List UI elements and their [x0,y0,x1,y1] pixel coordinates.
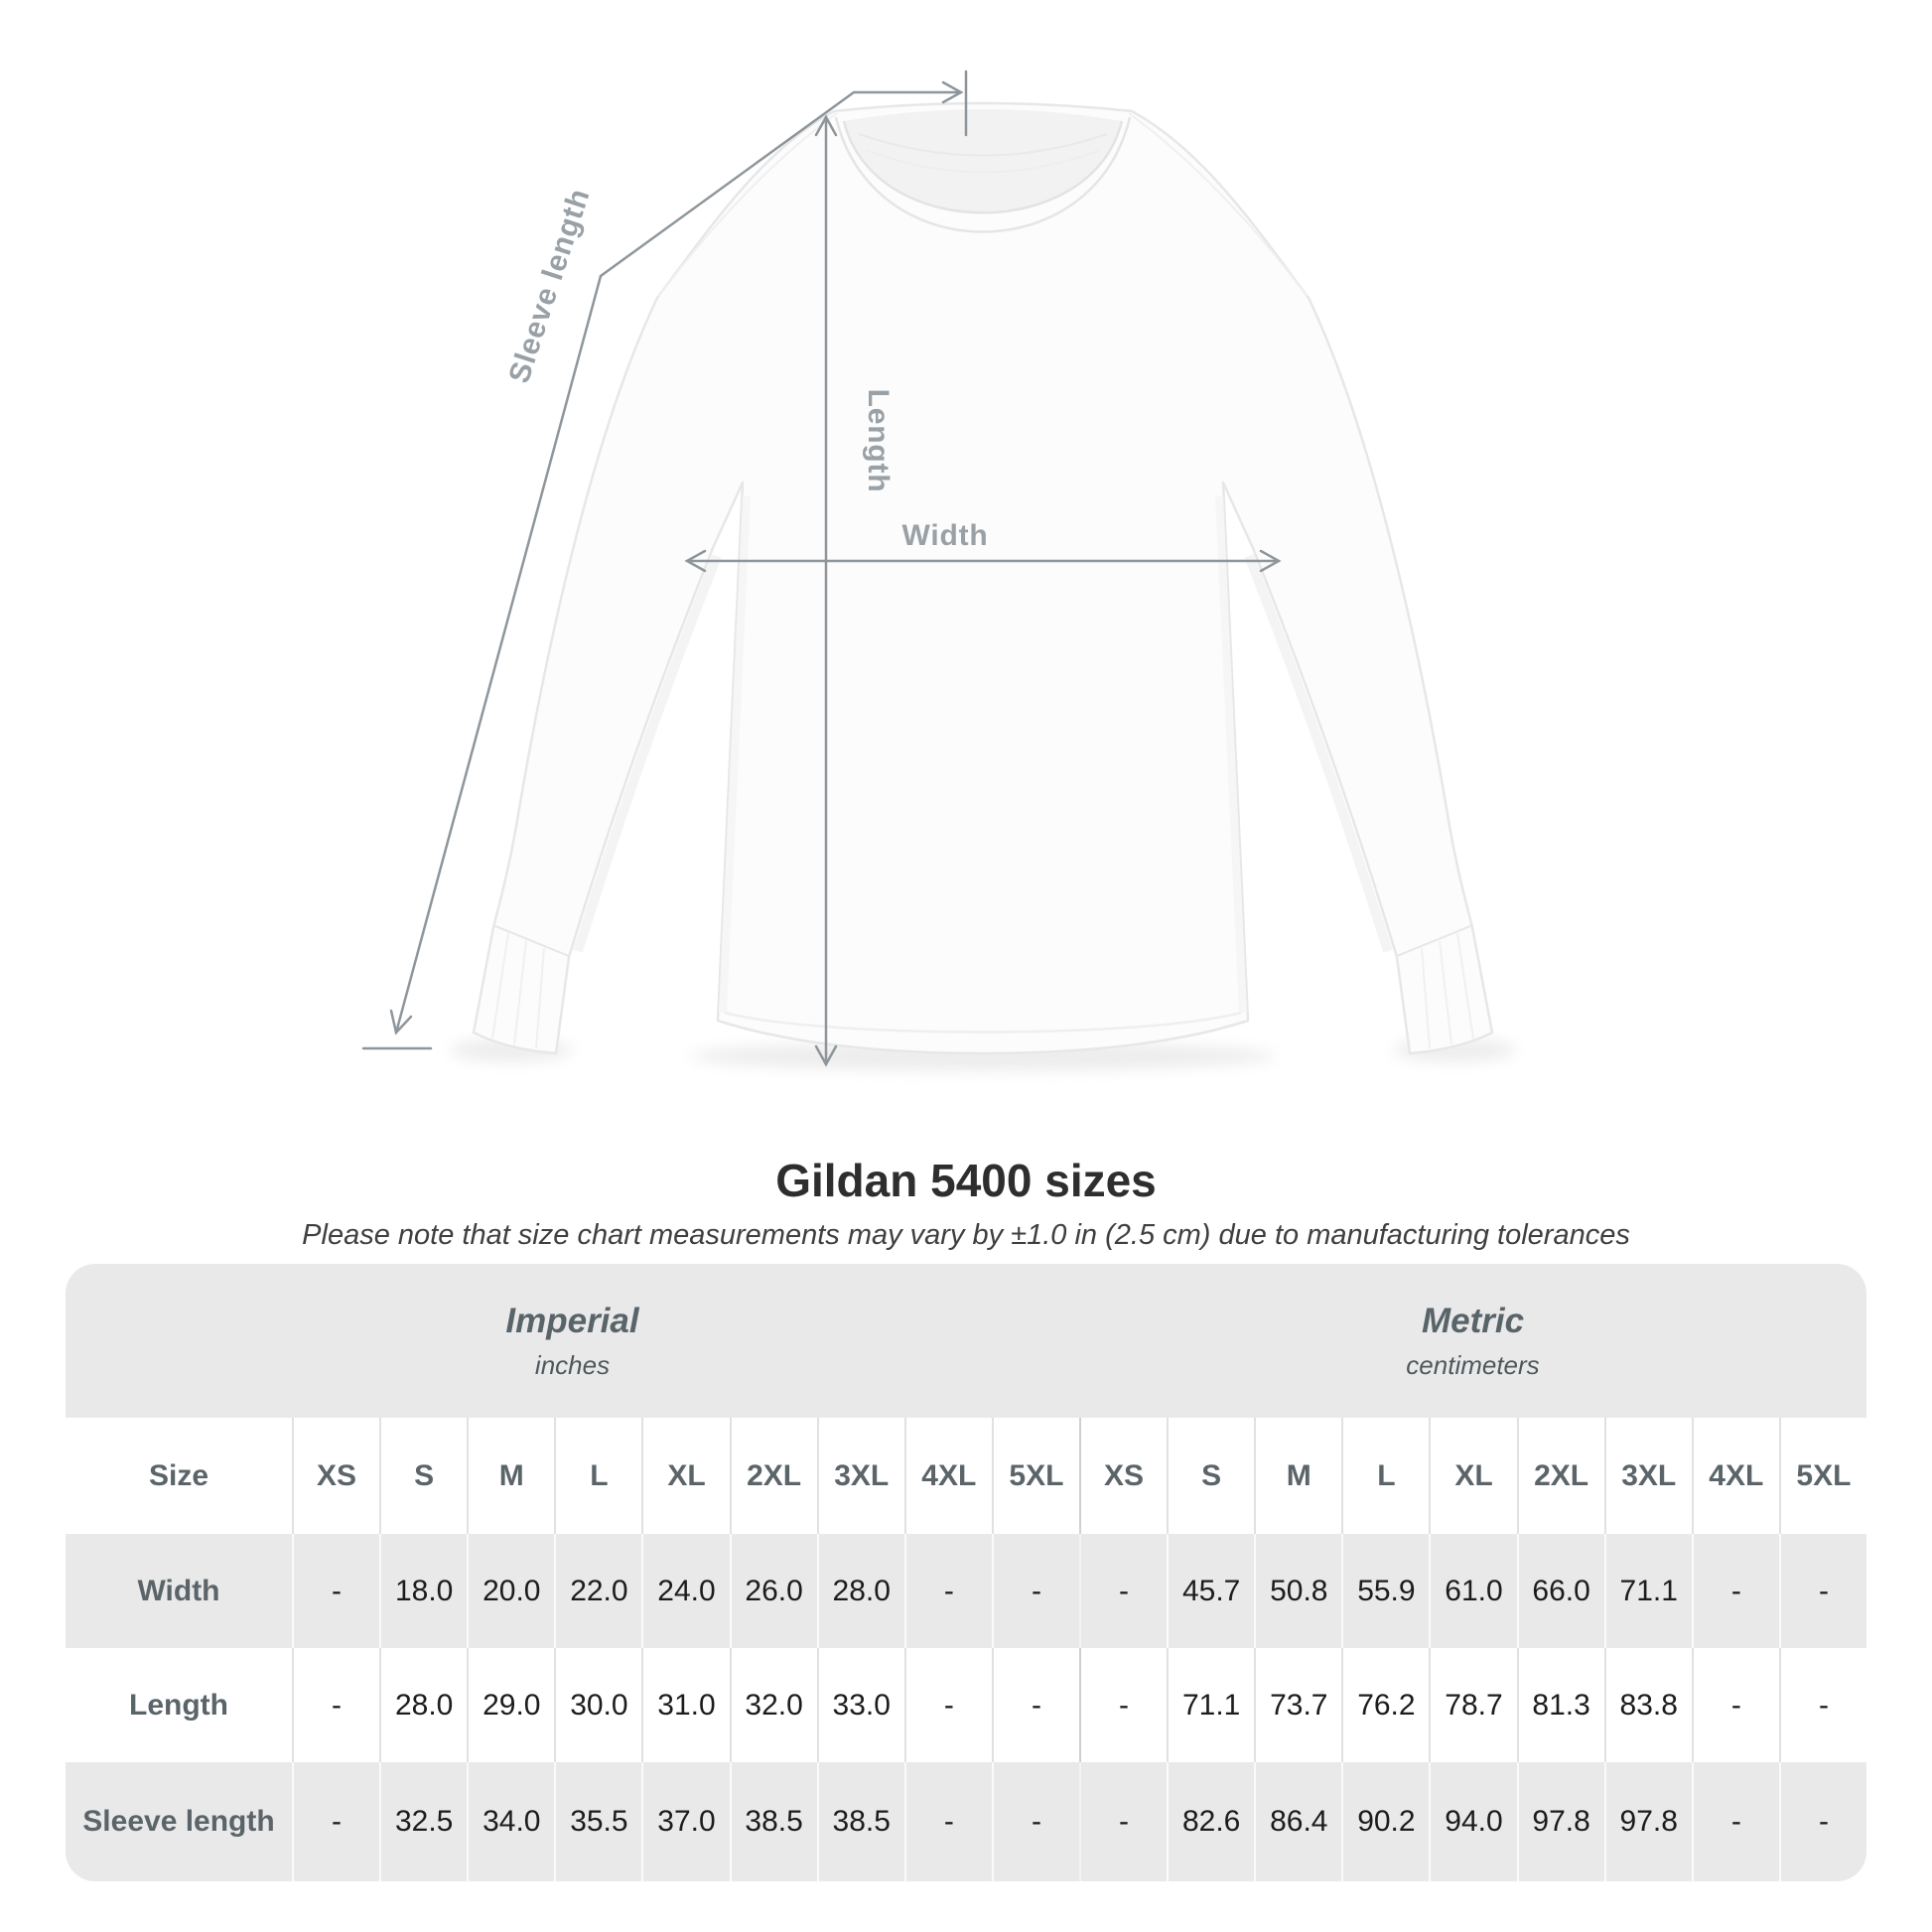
value-cell: 71.1 [1604,1534,1692,1648]
size-column-header: Size [66,1418,292,1534]
value-cell: 90.2 [1341,1762,1429,1881]
value-cell: 22.0 [554,1534,641,1648]
value-cell: 76.2 [1341,1648,1429,1762]
size-header-metric-3xl: 3XL [1604,1418,1692,1534]
value-cell: - [1692,1648,1779,1762]
value-cell: 66.0 [1517,1534,1604,1648]
value-cell: - [292,1762,379,1881]
value-cell: - [904,1534,992,1648]
value-cell: 26.0 [730,1534,817,1648]
value-cell: - [1079,1648,1167,1762]
value-cell: 78.7 [1429,1648,1516,1762]
size-header-metric-l: L [1341,1418,1429,1534]
value-cell: - [992,1648,1079,1762]
metric-group-header [1079,1264,1866,1418]
size-header-metric-m: M [1254,1418,1341,1534]
value-cell: 61.0 [1429,1534,1516,1648]
size-header-metric-4xl: 4XL [1692,1418,1779,1534]
value-cell: 73.7 [1254,1648,1341,1762]
value-cell: 38.5 [730,1762,817,1881]
size-header-imperial-l: L [554,1418,641,1534]
size-header-imperial-xl: XL [641,1418,729,1534]
value-cell: 82.6 [1167,1762,1254,1881]
size-grid [66,1418,1866,1881]
shirt-body [474,103,1492,1053]
value-cell: - [1692,1762,1779,1881]
size-header-imperial-s: S [379,1418,467,1534]
value-cell: 97.8 [1517,1762,1604,1881]
value-cell: - [292,1648,379,1762]
value-cell: 55.9 [1341,1534,1429,1648]
size-header-imperial-4xl: 4XL [904,1418,992,1534]
size-header-imperial-m: M [467,1418,554,1534]
unit-group-band [66,1264,1866,1418]
value-cell: 86.4 [1254,1762,1341,1881]
value-cell: 28.0 [817,1534,904,1648]
metric-title: Metric [1421,1301,1525,1340]
size-header-imperial-2xl: 2XL [730,1418,817,1534]
value-cell: 45.7 [1167,1534,1254,1648]
value-cell: 83.8 [1604,1648,1692,1762]
value-cell: - [1779,1648,1866,1762]
value-cell: 33.0 [817,1648,904,1762]
imperial-title: Imperial [505,1301,639,1340]
value-cell: - [992,1762,1079,1881]
value-cell: - [1779,1534,1866,1648]
imperial-subtitle: inches [534,1349,611,1380]
size-header-metric-xs: XS [1079,1418,1167,1534]
value-cell: 81.3 [1517,1648,1604,1762]
value-cell: 38.5 [817,1762,904,1881]
value-cell: 71.1 [1167,1648,1254,1762]
size-header-metric-5xl: 5XL [1779,1418,1866,1534]
sleeve-length-label: Sleeve length [502,184,597,387]
value-cell: - [992,1534,1079,1648]
value-cell: - [904,1648,992,1762]
row-label: Sleeve length [66,1762,292,1881]
value-cell: - [1079,1534,1167,1648]
value-cell: 28.0 [379,1648,467,1762]
value-cell: 24.0 [641,1534,729,1648]
value-cell: 18.0 [379,1534,467,1648]
width-label: Width [901,519,989,552]
value-cell: 29.0 [467,1648,554,1762]
value-cell: - [1079,1762,1167,1881]
size-header-imperial-xs: XS [292,1418,379,1534]
value-cell: - [1692,1534,1779,1648]
size-header-metric-2xl: 2XL [1517,1418,1604,1534]
value-cell: - [1779,1762,1866,1881]
value-cell: 20.0 [467,1534,554,1648]
value-cell: 32.0 [730,1648,817,1762]
page-title: Gildan 5400 sizes [775,1155,1157,1206]
value-cell: 50.8 [1254,1534,1341,1648]
row-label: Width [66,1534,292,1648]
size-header-imperial-5xl: 5XL [992,1418,1079,1534]
value-cell: 97.8 [1604,1762,1692,1881]
size-header-metric-xl: XL [1429,1418,1516,1534]
value-cell: 30.0 [554,1648,641,1762]
imperial-group-header [66,1264,1079,1418]
value-cell: 94.0 [1429,1762,1516,1881]
value-cell: - [292,1534,379,1648]
value-cell: 32.5 [379,1762,467,1881]
value-cell: - [904,1762,992,1881]
size-header-imperial-3xl: 3XL [817,1418,904,1534]
length-label: Length [862,388,895,493]
value-cell: 31.0 [641,1648,729,1762]
size-chart-table [66,1264,1866,1881]
tolerance-note: Please note that size chart measurements may vary by ±1.0 in (2.5 cm) due to manufacturing tolerances [302,1219,1630,1251]
size-header-metric-s: S [1167,1418,1254,1534]
row-label: Length [66,1648,292,1762]
value-cell: 34.0 [467,1762,554,1881]
value-cell: 37.0 [641,1762,729,1881]
metric-subtitle: centimeters [1406,1349,1540,1380]
value-cell: 35.5 [554,1762,641,1881]
